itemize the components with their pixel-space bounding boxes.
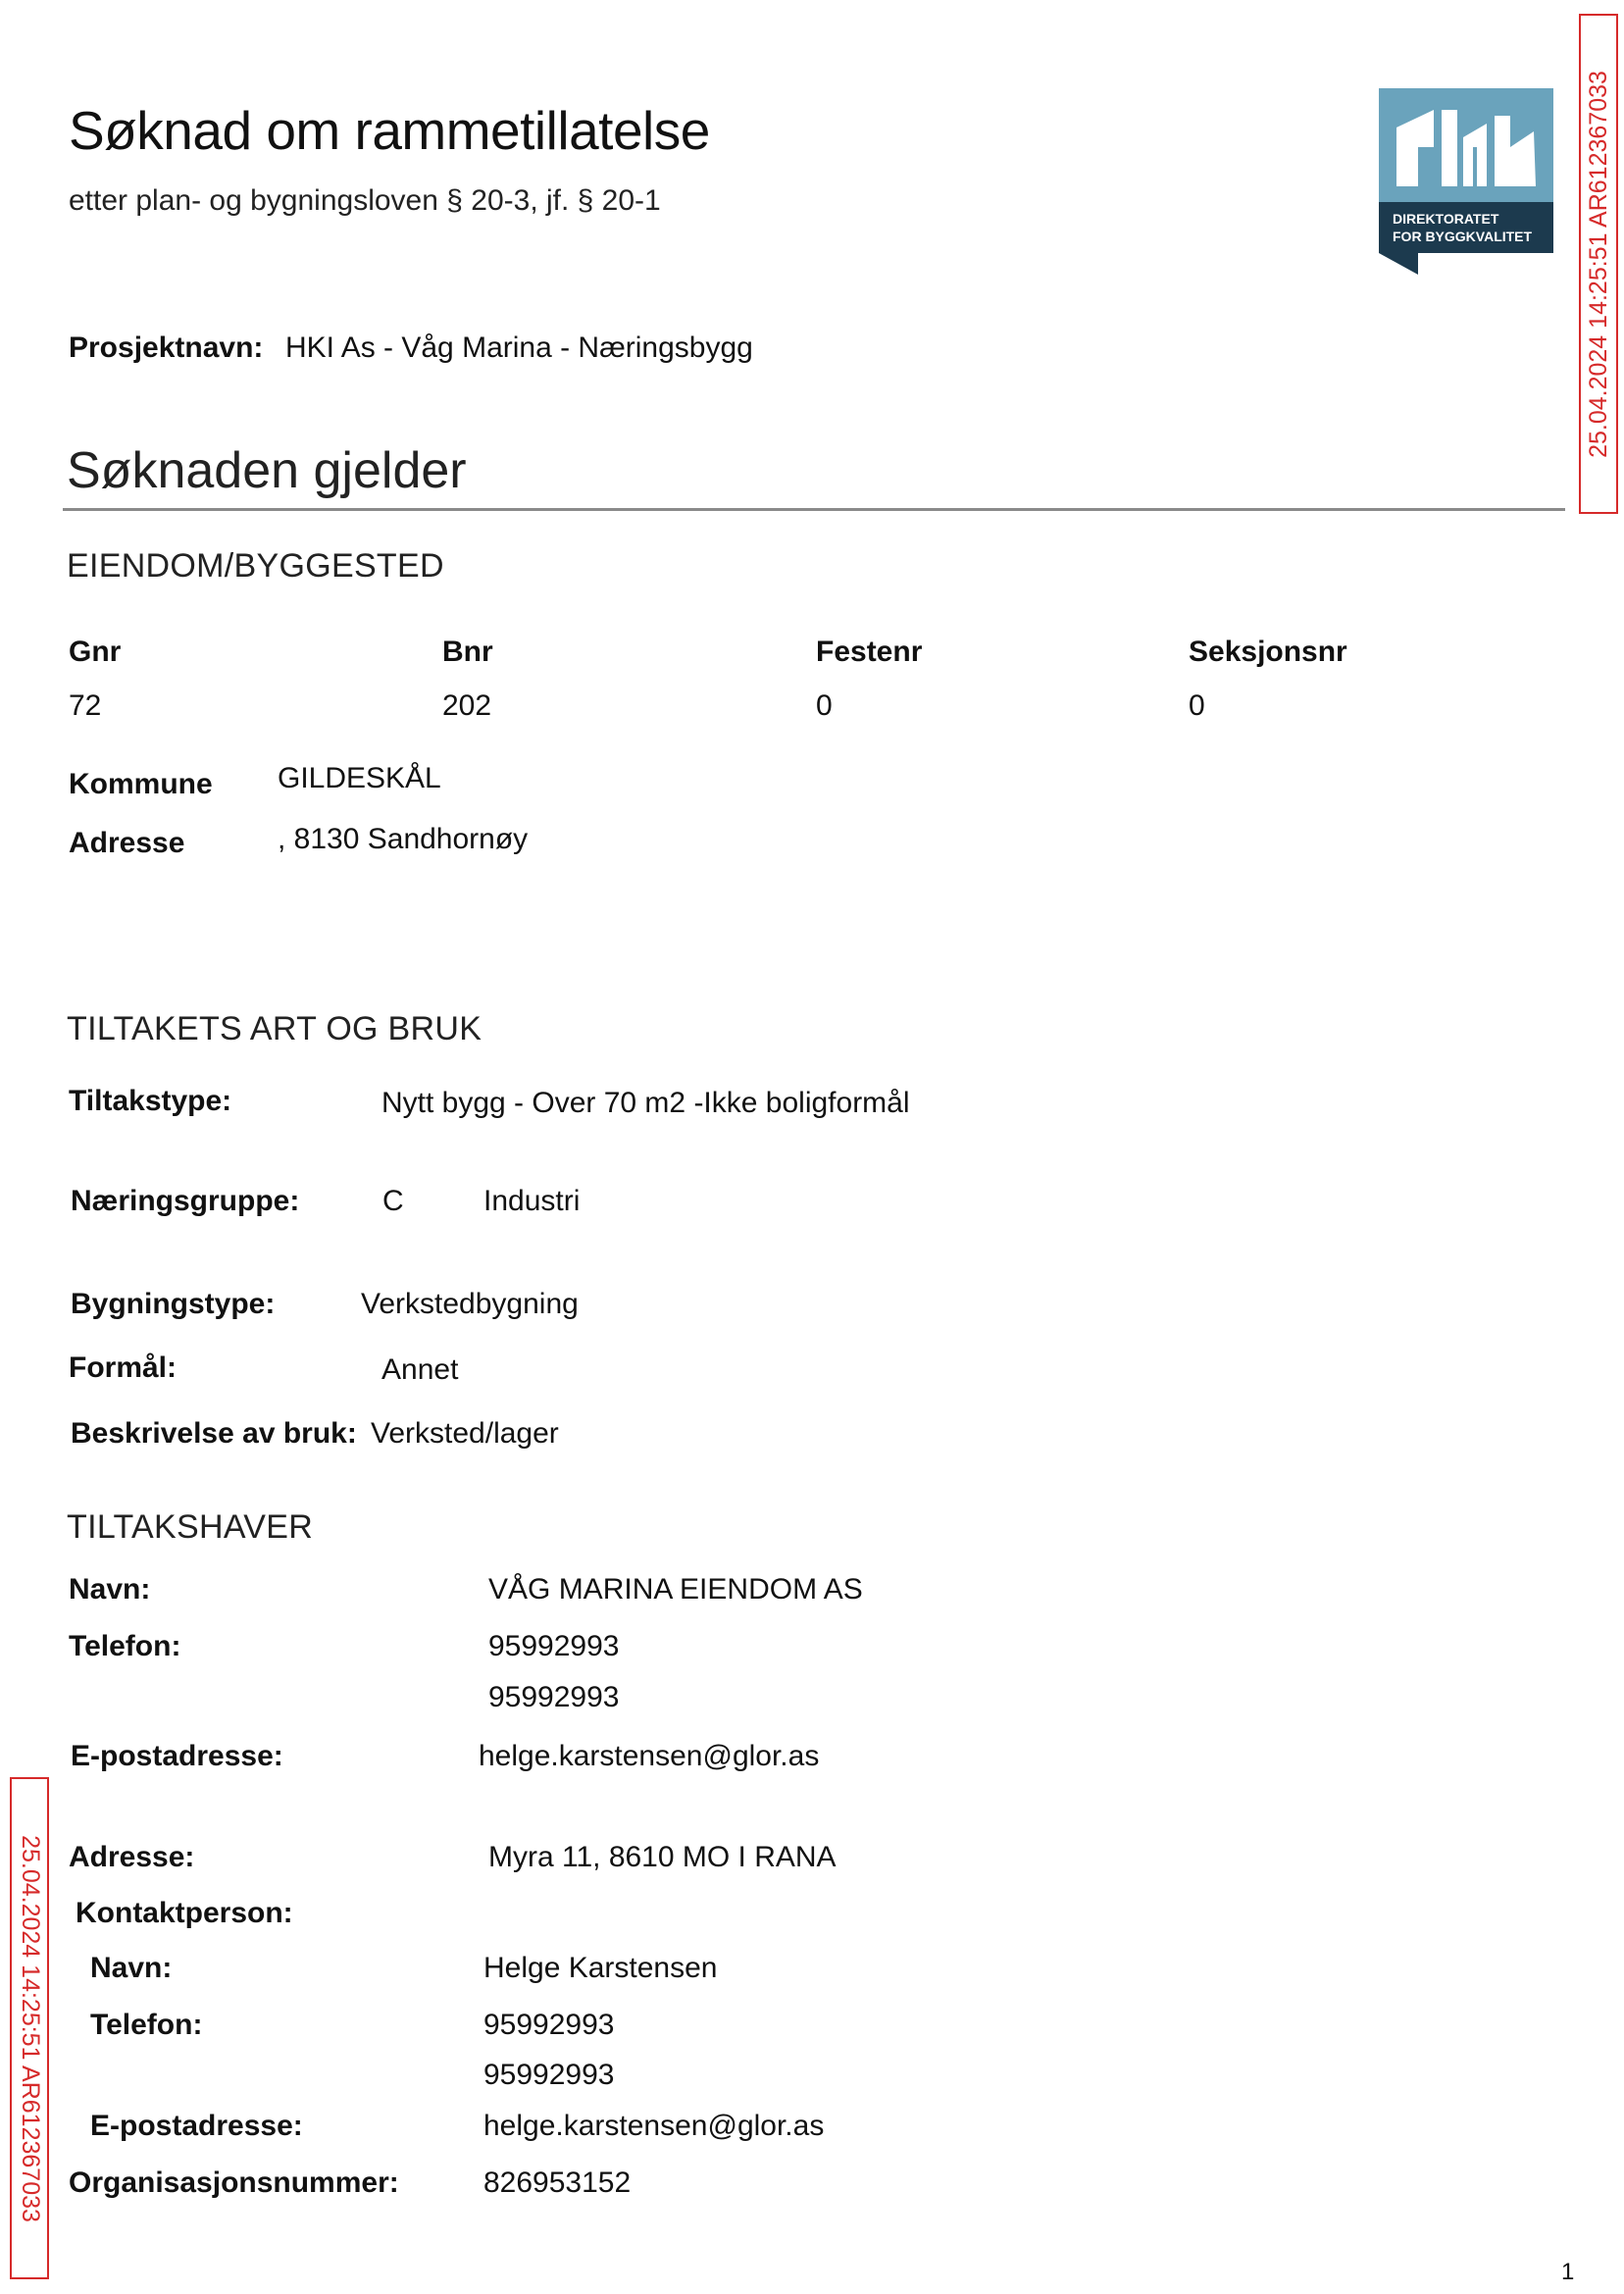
tiltakshaver-epost-value: helge.karstensen@glor.as (479, 1740, 820, 1772)
logo-text-line1: DIREKTORATET (1393, 211, 1499, 227)
tiltakshaver-telefon1-value: 95992993 (488, 1630, 620, 1662)
seksjonsnr-label: Seksjonsnr (1189, 636, 1347, 668)
tiltakshaver-heading: TILTAKSHAVER (67, 1508, 314, 1546)
tiltakstype-label: Tiltakstype: (69, 1085, 232, 1117)
tiltakstype-value: Nytt bygg - Over 70 m2 -Ikke boligformål (381, 1087, 910, 1119)
tiltakshaver-adresse-value: Myra 11, 8610 MO I RANA (488, 1841, 837, 1873)
gnr-value: 72 (69, 689, 102, 722)
bnr-value: 202 (442, 689, 492, 722)
beskrivelse-label: Beskrivelse av bruk: (71, 1417, 357, 1450)
kontaktperson-label: Kontaktperson: (76, 1897, 293, 1929)
tiltakshaver-navn-label: Navn: (69, 1573, 151, 1606)
bnr-label: Bnr (442, 636, 493, 668)
beskrivelse-value: Verksted/lager (371, 1417, 559, 1450)
orgnr-value: 826953152 (483, 2167, 632, 2199)
adresse-value: , 8130 Sandhornøy (278, 823, 529, 855)
tiltakshaver-telefon-label: Telefon: (69, 1630, 181, 1662)
kontakt-telefon1-value: 95992993 (483, 2009, 615, 2041)
dibk-logo (1379, 88, 1553, 275)
document-title: Søknad om rammetillatelse (69, 100, 710, 161)
kontakt-navn-value: Helge Karstensen (483, 1952, 718, 1984)
tiltakshaver-navn-value: VÅG MARINA EIENDOM AS (488, 1573, 863, 1606)
festenr-label: Festenr (816, 636, 923, 668)
tiltakshaver-adresse-label: Adresse: (69, 1841, 195, 1873)
bygningstype-label: Bygningstype: (71, 1288, 276, 1320)
kontakt-epost-value: helge.karstensen@glor.as (483, 2110, 825, 2142)
naeringsgruppe-code: C (382, 1185, 404, 1217)
eiendom-heading: EIENDOM/BYGGESTED (67, 547, 444, 585)
naeringsgruppe-label: Næringsgruppe: (71, 1185, 300, 1217)
seksjonsnr-value: 0 (1189, 689, 1205, 722)
tiltakshaver-telefon2-value: 95992993 (488, 1681, 620, 1713)
project-name-value: HKI As - Våg Marina - Næringsbygg (285, 331, 753, 364)
orgnr-label: Organisasjonsnummer: (69, 2167, 399, 2199)
kontakt-epost-label: E-postadresse: (90, 2110, 303, 2142)
page-number: 1 (1561, 2259, 1575, 2285)
bygningstype-value: Verkstedbygning (361, 1288, 579, 1320)
date-stamp-right (1579, 14, 1618, 514)
tiltakshaver-epost-label: E-postadresse: (71, 1740, 283, 1772)
section-divider (63, 508, 1565, 511)
kontakt-navn-label: Navn: (90, 1952, 173, 1984)
project-name-label: Prosjektnavn: (69, 331, 264, 364)
kontakt-telefon-label: Telefon: (90, 2009, 203, 2041)
formal-label: Formål: (69, 1351, 178, 1384)
tiltak-heading: TILTAKETS ART OG BRUK (67, 1010, 482, 1047)
kontakt-telefon2-value: 95992993 (483, 2059, 615, 2091)
date-stamp-right-text: 25.04.2024 14:25:51 AR612367033 (1584, 70, 1612, 458)
date-stamp-left (10, 1777, 49, 2279)
date-stamp-left-text: 25.04.2024 14:25:51 AR612367033 (16, 1834, 44, 2222)
logo-text-line2: FOR BYGGKVALITET (1393, 229, 1533, 244)
adresse-label: Adresse (69, 827, 185, 859)
section-heading-soknaden-gjelder: Søknaden gjelder (67, 442, 467, 499)
gnr-label: Gnr (69, 636, 122, 668)
document-subtitle: etter plan- og bygningsloven § 20-3, jf. § 20-1 (69, 184, 661, 217)
kommune-value: GILDESKÅL (278, 762, 441, 794)
kommune-label: Kommune (69, 768, 213, 800)
festenr-value: 0 (816, 689, 833, 722)
naeringsgruppe-value: Industri (483, 1185, 581, 1217)
formal-value: Annet (381, 1353, 459, 1386)
